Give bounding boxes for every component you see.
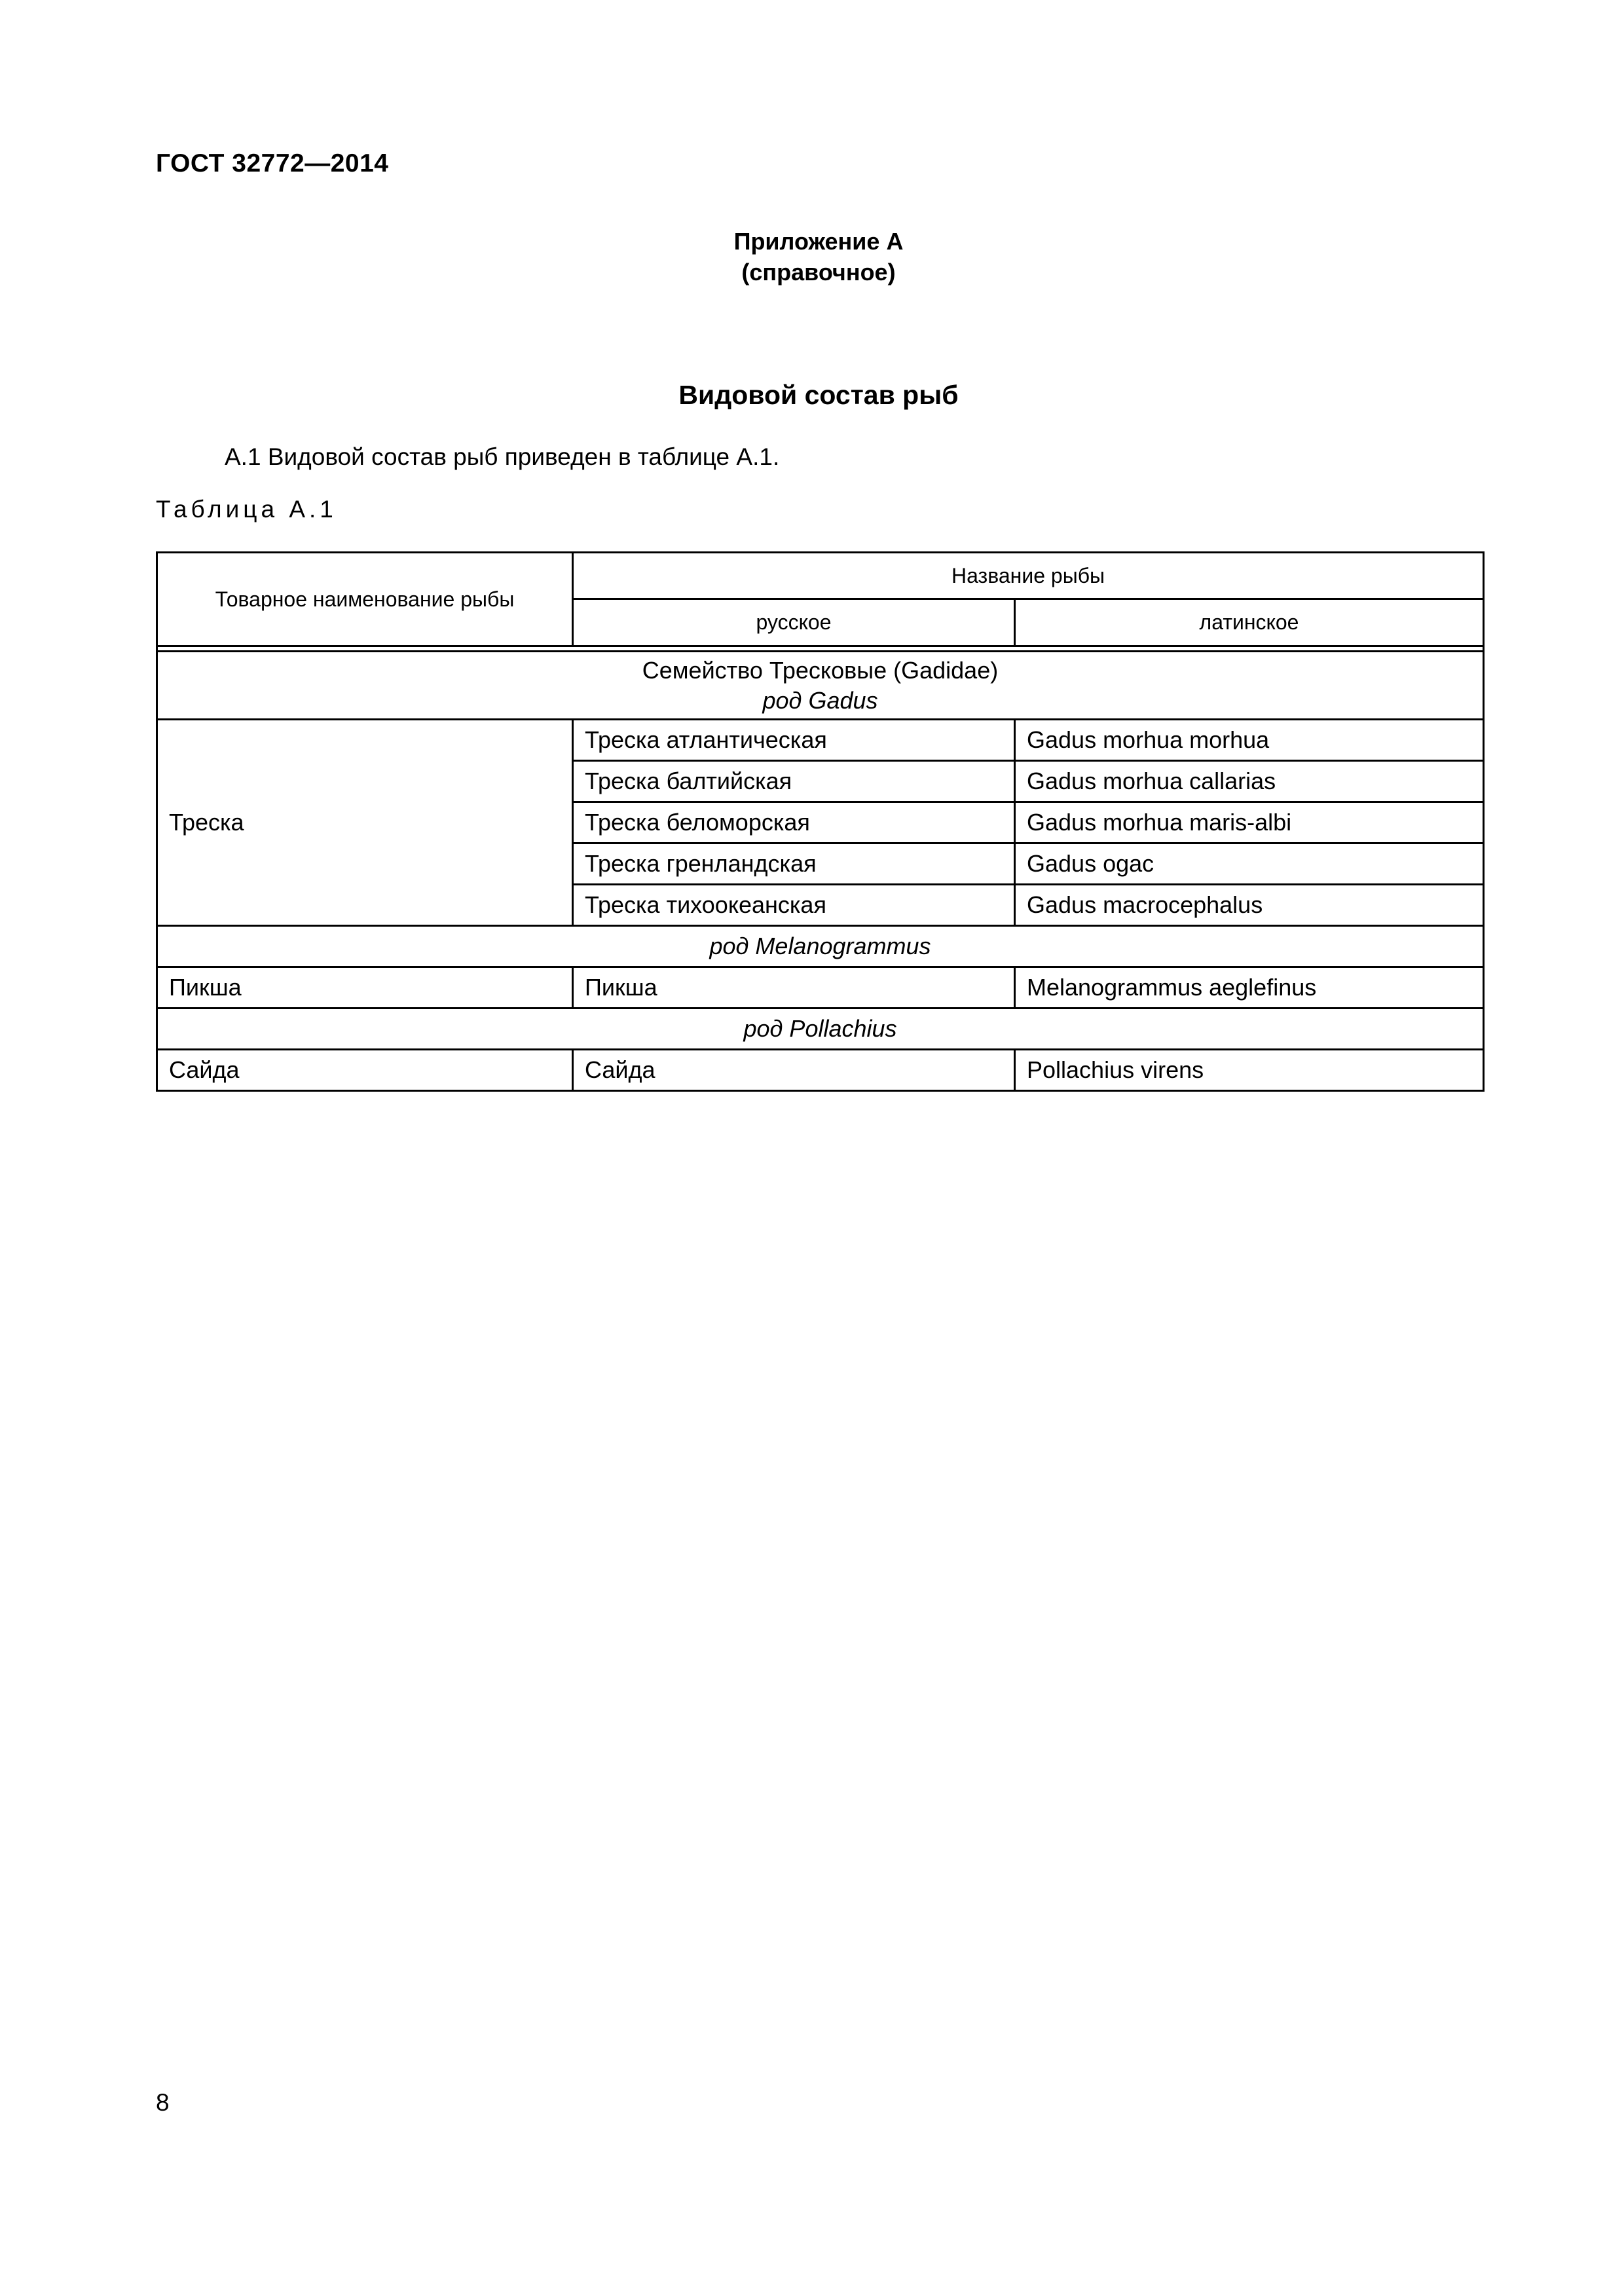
russian-name-cell: Треска балтийская: [573, 761, 1015, 802]
family-cell: [157, 652, 1484, 720]
russian-name-cell: Треска гренландская: [573, 843, 1015, 885]
russian-name-cell: Пикша: [573, 967, 1015, 1009]
genus-gadus: род Gadus: [762, 686, 878, 714]
family-row: [157, 652, 1484, 720]
species-table: [156, 551, 1485, 1092]
appendix-title: Приложение А: [733, 228, 904, 255]
appendix-heading: [655, 226, 982, 287]
russian-name-cell: Треска беломорская: [573, 802, 1015, 843]
latin-name-cell: Melanogrammus aeglefinus: [1015, 967, 1484, 1009]
section-title: Видовой состав рыб: [678, 380, 959, 410]
russian-name-cell: Треска тихоокеанская: [573, 885, 1015, 926]
table-row: [157, 967, 1484, 1009]
table-header-row: [157, 553, 1484, 599]
trade-name-cell: Треска: [157, 720, 573, 926]
latin-name-cell: Pollachius virens: [1015, 1050, 1484, 1091]
header-separator-cell: [157, 646, 1484, 652]
genus-row: [157, 1009, 1484, 1050]
table-label: Таблица А.1: [156, 496, 337, 523]
trade-name-cell: Пикша: [157, 967, 573, 1009]
russian-name-cell: Сайда: [573, 1050, 1015, 1091]
genus-melanogrammus: род Melanogrammus: [157, 926, 1484, 967]
trade-name-cell: Сайда: [157, 1050, 573, 1091]
latin-name-cell: Gadus morhua callarias: [1015, 761, 1484, 802]
latin-name-cell: Gadus ogac: [1015, 843, 1484, 885]
document-code: ГОСТ 32772—2014: [156, 149, 389, 177]
page-number: 8: [156, 2089, 170, 2116]
header-latin: латинское: [1015, 599, 1484, 646]
table-row: [157, 1050, 1484, 1091]
header-fish-name: Название рыбы: [573, 553, 1484, 599]
family-name: Семейство Тресковые (Gadidae): [642, 656, 999, 684]
appendix-kind: (справочное): [741, 259, 896, 286]
genus-pollachius: род Pollachius: [157, 1009, 1484, 1050]
intro-paragraph: А.1 Видовой состав рыб приведен в таблице А.1.: [225, 443, 780, 470]
header-separator: [157, 646, 1484, 652]
header-trade-name: Товарное наименование рыбы: [157, 553, 573, 646]
russian-name-cell: Треска атлантическая: [573, 720, 1015, 761]
table-row: [157, 720, 1484, 761]
latin-name-cell: Gadus morhua morhua: [1015, 720, 1484, 761]
latin-name-cell: Gadus morhua maris-albi: [1015, 802, 1484, 843]
header-russian: русское: [573, 599, 1015, 646]
latin-name-cell: Gadus macrocephalus: [1015, 885, 1484, 926]
genus-row: [157, 926, 1484, 967]
